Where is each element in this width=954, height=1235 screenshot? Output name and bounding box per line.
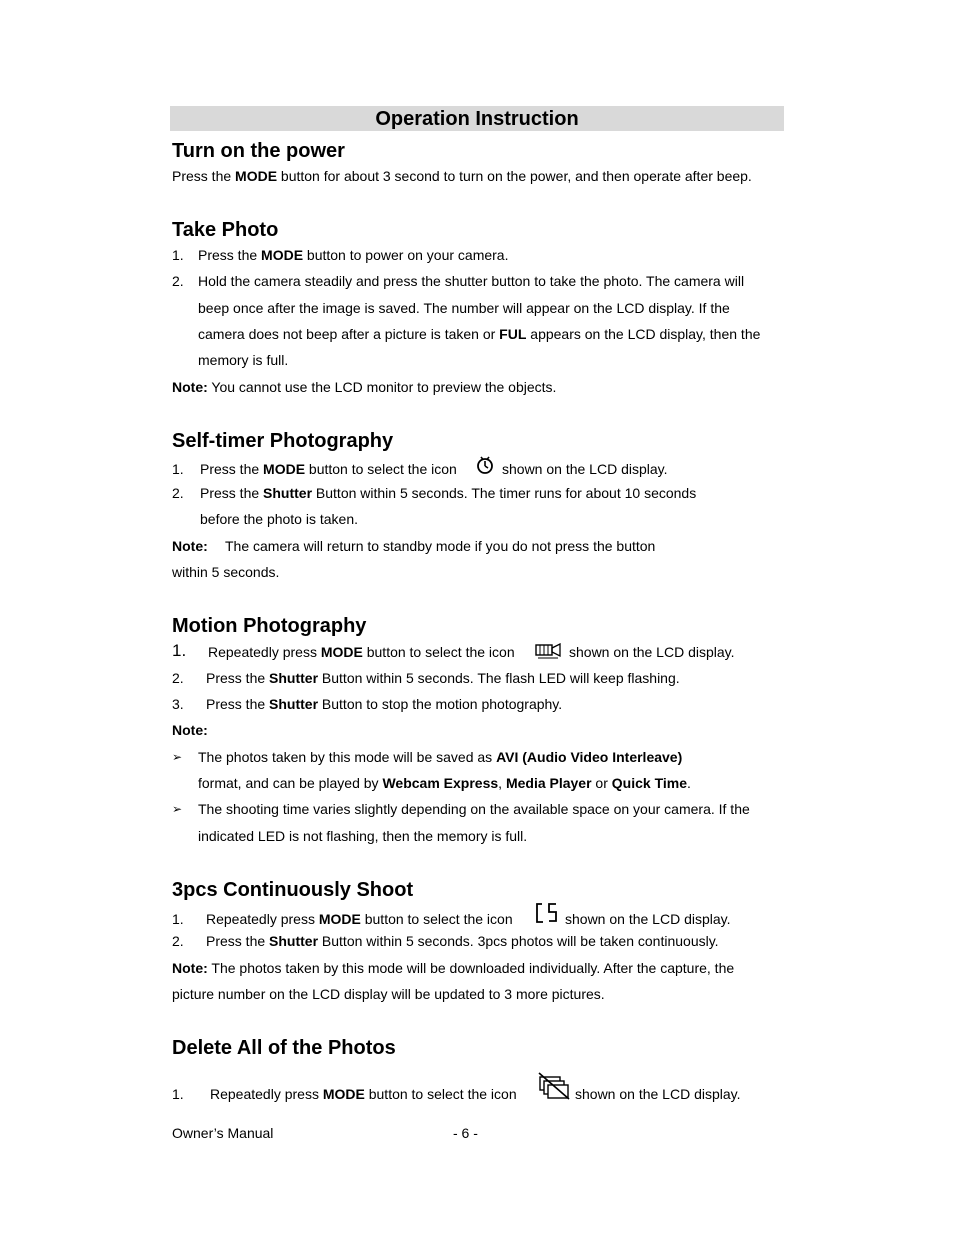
- continuous-step-number-2: 2.: [172, 933, 184, 949]
- motion-step-number-2: 2.: [172, 670, 184, 686]
- heading-take-photo: Take Photo: [172, 219, 279, 241]
- photo-step-number-1: 1.: [172, 247, 184, 263]
- power-paragraph: Press the MODE button for about 3 second to turn on the power, and then operate after beep.: [172, 168, 752, 184]
- delete-step-1-tail: shown on the LCD display.: [575, 1086, 741, 1102]
- page-title: Operation Instruction: [170, 106, 784, 131]
- bullet-arrow-icon: ➢: [172, 750, 183, 764]
- photo-note: Note: You cannot use the LCD monitor to preview the objects.: [172, 379, 557, 395]
- photo-step-number-2: 2.: [172, 273, 184, 289]
- motion-bullet-1-line-2: format, and can be played by Webcam Express, Media Player or Quick Time.: [198, 775, 691, 791]
- photo-step-1: Press the MODE button to power on your camera.: [198, 247, 509, 263]
- selftimer-step-1: Press the MODE button to select the icon: [200, 461, 457, 477]
- motion-video-icon: [535, 643, 563, 659]
- motion-bullet-2-line-2: indicated LED is not flashing, then the memory is full.: [198, 828, 528, 844]
- continuous-step-1-tail: shown on the LCD display.: [565, 911, 731, 927]
- heading-motion: Motion Photography: [172, 615, 367, 637]
- self-timer-icon: [474, 455, 496, 475]
- motion-step-number-1: 1.: [172, 641, 187, 660]
- motion-step-1-tail: shown on the LCD display.: [569, 644, 735, 660]
- heading-continuous: 3pcs Continuously Shoot: [172, 879, 414, 901]
- delete-all-icon: [537, 1072, 571, 1100]
- selftimer-note-line-2: within 5 seconds.: [172, 564, 280, 580]
- selftimer-step-number-2: 2.: [172, 485, 184, 501]
- selftimer-step-1-tail: shown on the LCD display.: [502, 461, 668, 477]
- motion-note-label: Note:: [172, 722, 208, 738]
- motion-bullet-1-line-1: The photos taken by this mode will be saved as AVI (Audio Video Interleave): [198, 749, 683, 765]
- continuous-step-2: Press the Shutter Button within 5 seconds. 3pcs photos will be taken continuously.: [206, 933, 719, 949]
- bullet-arrow-icon: ➢: [172, 802, 183, 816]
- photo-step-2-line-3: camera does not beep after a picture is taken or FUL appears on the LCD display, then the: [198, 326, 761, 342]
- motion-step-2: Press the Shutter Button within 5 seconds. The flash LED will keep flashing.: [206, 670, 680, 686]
- footer-manual-title: Owner’s Manual: [172, 1125, 274, 1141]
- heading-delete-all: Delete All of the Photos: [172, 1037, 396, 1059]
- motion-step-1: Repeatedly press MODE button to select the icon: [208, 644, 515, 660]
- photo-step-2-line-1: Hold the camera steadily and press the shutter button to take the photo. The camera will: [198, 273, 745, 289]
- heading-power: Turn on the power: [172, 140, 345, 162]
- photo-step-2-line-4: memory is full.: [198, 352, 289, 368]
- delete-step-1: Repeatedly press MODE button to select the icon: [210, 1086, 517, 1102]
- continuous-step-number-1: 1.: [172, 911, 184, 927]
- continuous-step-1: Repeatedly press MODE button to select the icon: [206, 911, 513, 927]
- selftimer-step-2-line-1: Press the Shutter Button within 5 seconds. The timer runs for about 10 seconds: [200, 485, 697, 501]
- photo-step-2-line-2: beep once after the image is saved. The number will appear on the LCD display. If the: [198, 300, 730, 316]
- motion-bullet-2-line-1: The shooting time varies slightly depending on the available space on your camera. If the: [198, 801, 750, 817]
- page-number: - 6 -: [453, 1125, 478, 1141]
- continuous-note-line-2: picture number on the LCD display will be updated to 3 more pictures.: [172, 986, 605, 1002]
- selftimer-note-label: Note:: [172, 538, 208, 554]
- continuous-note: Note: The photos taken by this mode will be downloaded individually. After the capture, the: [172, 960, 735, 976]
- delete-step-number-1: 1.: [172, 1086, 184, 1102]
- selftimer-note-text: The camera will return to standby mode if you do not press the button: [225, 538, 656, 554]
- selftimer-step-number-1: 1.: [172, 461, 184, 477]
- motion-step-number-3: 3.: [172, 696, 184, 712]
- continuous-shoot-icon: [534, 902, 560, 924]
- motion-step-3: Press the Shutter Button to stop the motion photography.: [206, 696, 563, 712]
- heading-self-timer: Self-timer Photography: [172, 430, 394, 452]
- selftimer-step-2-line-2: before the photo is taken.: [200, 511, 358, 527]
